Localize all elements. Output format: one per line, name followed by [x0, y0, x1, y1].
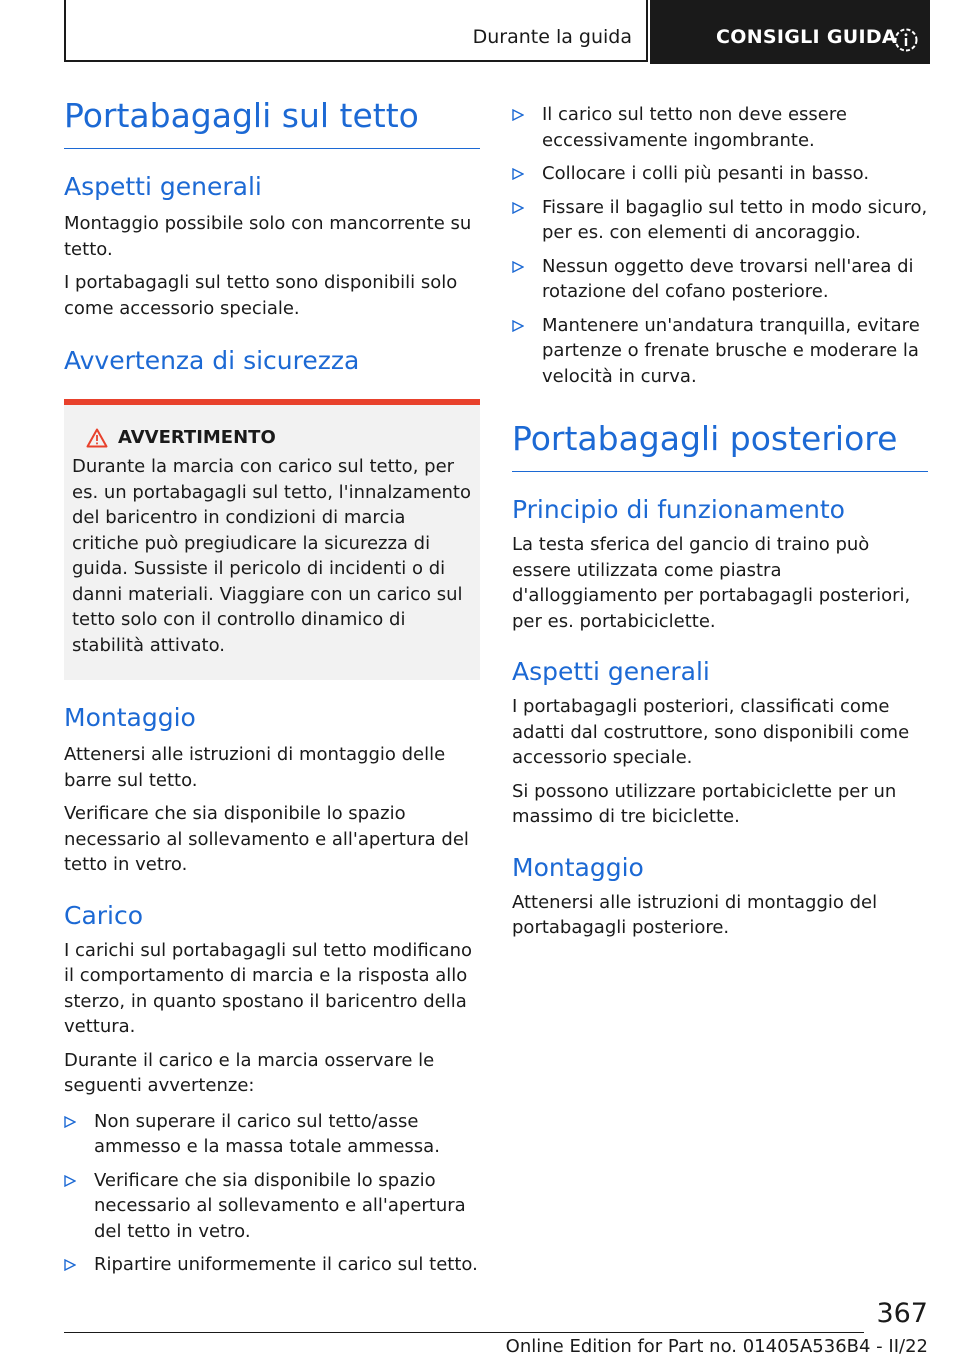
paragraph: I portabagagli sul tetto sono disponibili solo come accessorio speciale.	[64, 272, 458, 319]
triangle-bullet-icon	[512, 168, 524, 180]
list-item	[64, 1109, 480, 1160]
paragraph: La testa sferica del gancio di traino può essere utilizzata come piastra d'alloggiamento per portabagagli posteriori, per es. portabiciclette.	[512, 534, 911, 632]
list-item-text: Fissare il bagaglio sul tetto in modo sicuro, per es. con elementi di ancoraggio.	[542, 196, 928, 243]
heading-safety-notice: Avvertenza di sicurezza	[64, 346, 360, 375]
heading-operating-principle: Principio di funzionamento	[512, 495, 845, 524]
header-chapter-box	[650, 0, 930, 64]
paragraph: Si possono utilizzare portabiciclette per un massimo di tre biciclette.	[512, 780, 897, 827]
list-item-text: Ripartire uniformemente il carico sul tetto.	[94, 1254, 478, 1275]
list-item	[512, 254, 928, 305]
footer-divider	[64, 1332, 864, 1333]
paragraph: Durante il carico e la marcia osservare le seguenti avvertenze:	[64, 1049, 435, 1096]
list-item	[512, 161, 928, 187]
list-item	[64, 1168, 480, 1245]
page-header	[64, 0, 930, 64]
paragraph: I portabagagli posteriori, classificati come adatti dal costruttore, sono disponibili come accessorio speciale.	[512, 696, 910, 768]
bullet-list	[64, 1109, 480, 1278]
page-number: 367	[876, 1298, 928, 1329]
section-title-rear-rack: Portabagagli posteriore	[512, 419, 928, 472]
list-item-text: Non superare il carico sul tetto/asse ammesso e la massa totale ammessa.	[94, 1110, 440, 1157]
triangle-bullet-icon	[64, 1259, 76, 1271]
list-item	[512, 195, 928, 246]
section-title-roof-rack: Portabagagli sul tetto	[64, 96, 480, 149]
heading-general-aspects: Aspetti generali	[64, 172, 262, 201]
list-item-text: Collocare i colli più pesanti in basso.	[542, 163, 870, 184]
warning-text: Durante la marcia con carico sul tetto, per es. un portabagagli sul tetto, l'innalzamento del baricentro in condizioni di marcia critiche può pregiudicare la sicurezza di guida. Sussiste il pericolo di incidenti o di danni materiali. Viaggiare con un carico sul tetto solo con il controllo dinamico di stabilità attivato.	[72, 456, 471, 656]
list-item	[512, 102, 928, 153]
list-item-text: Mantenere un'andatura tranquilla, evitare partenze o frenate brusche e moderare la velocità in curva.	[542, 314, 920, 387]
triangle-bullet-icon	[512, 109, 524, 121]
warning-title-text: AVVERTIMENTO	[118, 427, 276, 448]
triangle-bullet-icon	[512, 320, 524, 332]
triangle-bullet-icon	[512, 202, 524, 214]
paragraph: I carichi sul portabagagli sul tetto modificano il comportamento di marcia e la risposta allo sterzo, in quanto spostano il baricentro della vettura.	[64, 939, 473, 1037]
heading-mounting: Montaggio	[64, 703, 196, 732]
warning-box	[64, 399, 480, 680]
header-section-box	[64, 0, 648, 62]
list-item-text: Verificare che sia disponibile lo spazio necessario al sollevamento e all'apertura del tetto in vetro.	[94, 1169, 466, 1242]
bullet-list	[512, 102, 928, 389]
heading-mounting: Montaggio	[512, 852, 644, 882]
triangle-bullet-icon	[64, 1175, 76, 1187]
right-column	[512, 96, 928, 941]
warning-triangle-icon	[86, 428, 108, 448]
paragraph: Attenersi alle istruzioni di montaggio del portabagagli posteriore.	[512, 891, 878, 938]
left-column	[64, 96, 480, 1278]
paragraph: Verificare che sia disponibile lo spazio necessario al sollevamento e all'apertura del tetto in vetro.	[64, 803, 469, 875]
info-icon	[894, 28, 918, 52]
triangle-bullet-icon	[64, 1116, 76, 1128]
list-item-text: Nessun oggetto deve trovarsi nell'area di rotazione del cofano posteriore.	[542, 255, 914, 302]
list-item	[64, 1252, 480, 1278]
paragraph: Montaggio possibile solo con mancorrente su tetto.	[64, 213, 472, 260]
heading-load: Carico	[64, 900, 144, 930]
list-item-text: Il carico sul tetto non deve essere eccessivamente ingombrante.	[542, 104, 847, 151]
heading-general-aspects: Aspetti generali	[512, 657, 710, 686]
header-chapter-title: CONSIGLI GUIDA	[716, 26, 897, 48]
warning-title	[72, 427, 472, 448]
footer-edition: Online Edition for Part no. 01405A536B4 - II/22	[505, 1336, 928, 1357]
triangle-bullet-icon	[512, 261, 524, 273]
paragraph: Attenersi alle istruzioni di montaggio delle barre sul tetto.	[64, 744, 446, 791]
header-section-title: Durante la guida	[472, 26, 632, 48]
list-item	[512, 313, 928, 390]
